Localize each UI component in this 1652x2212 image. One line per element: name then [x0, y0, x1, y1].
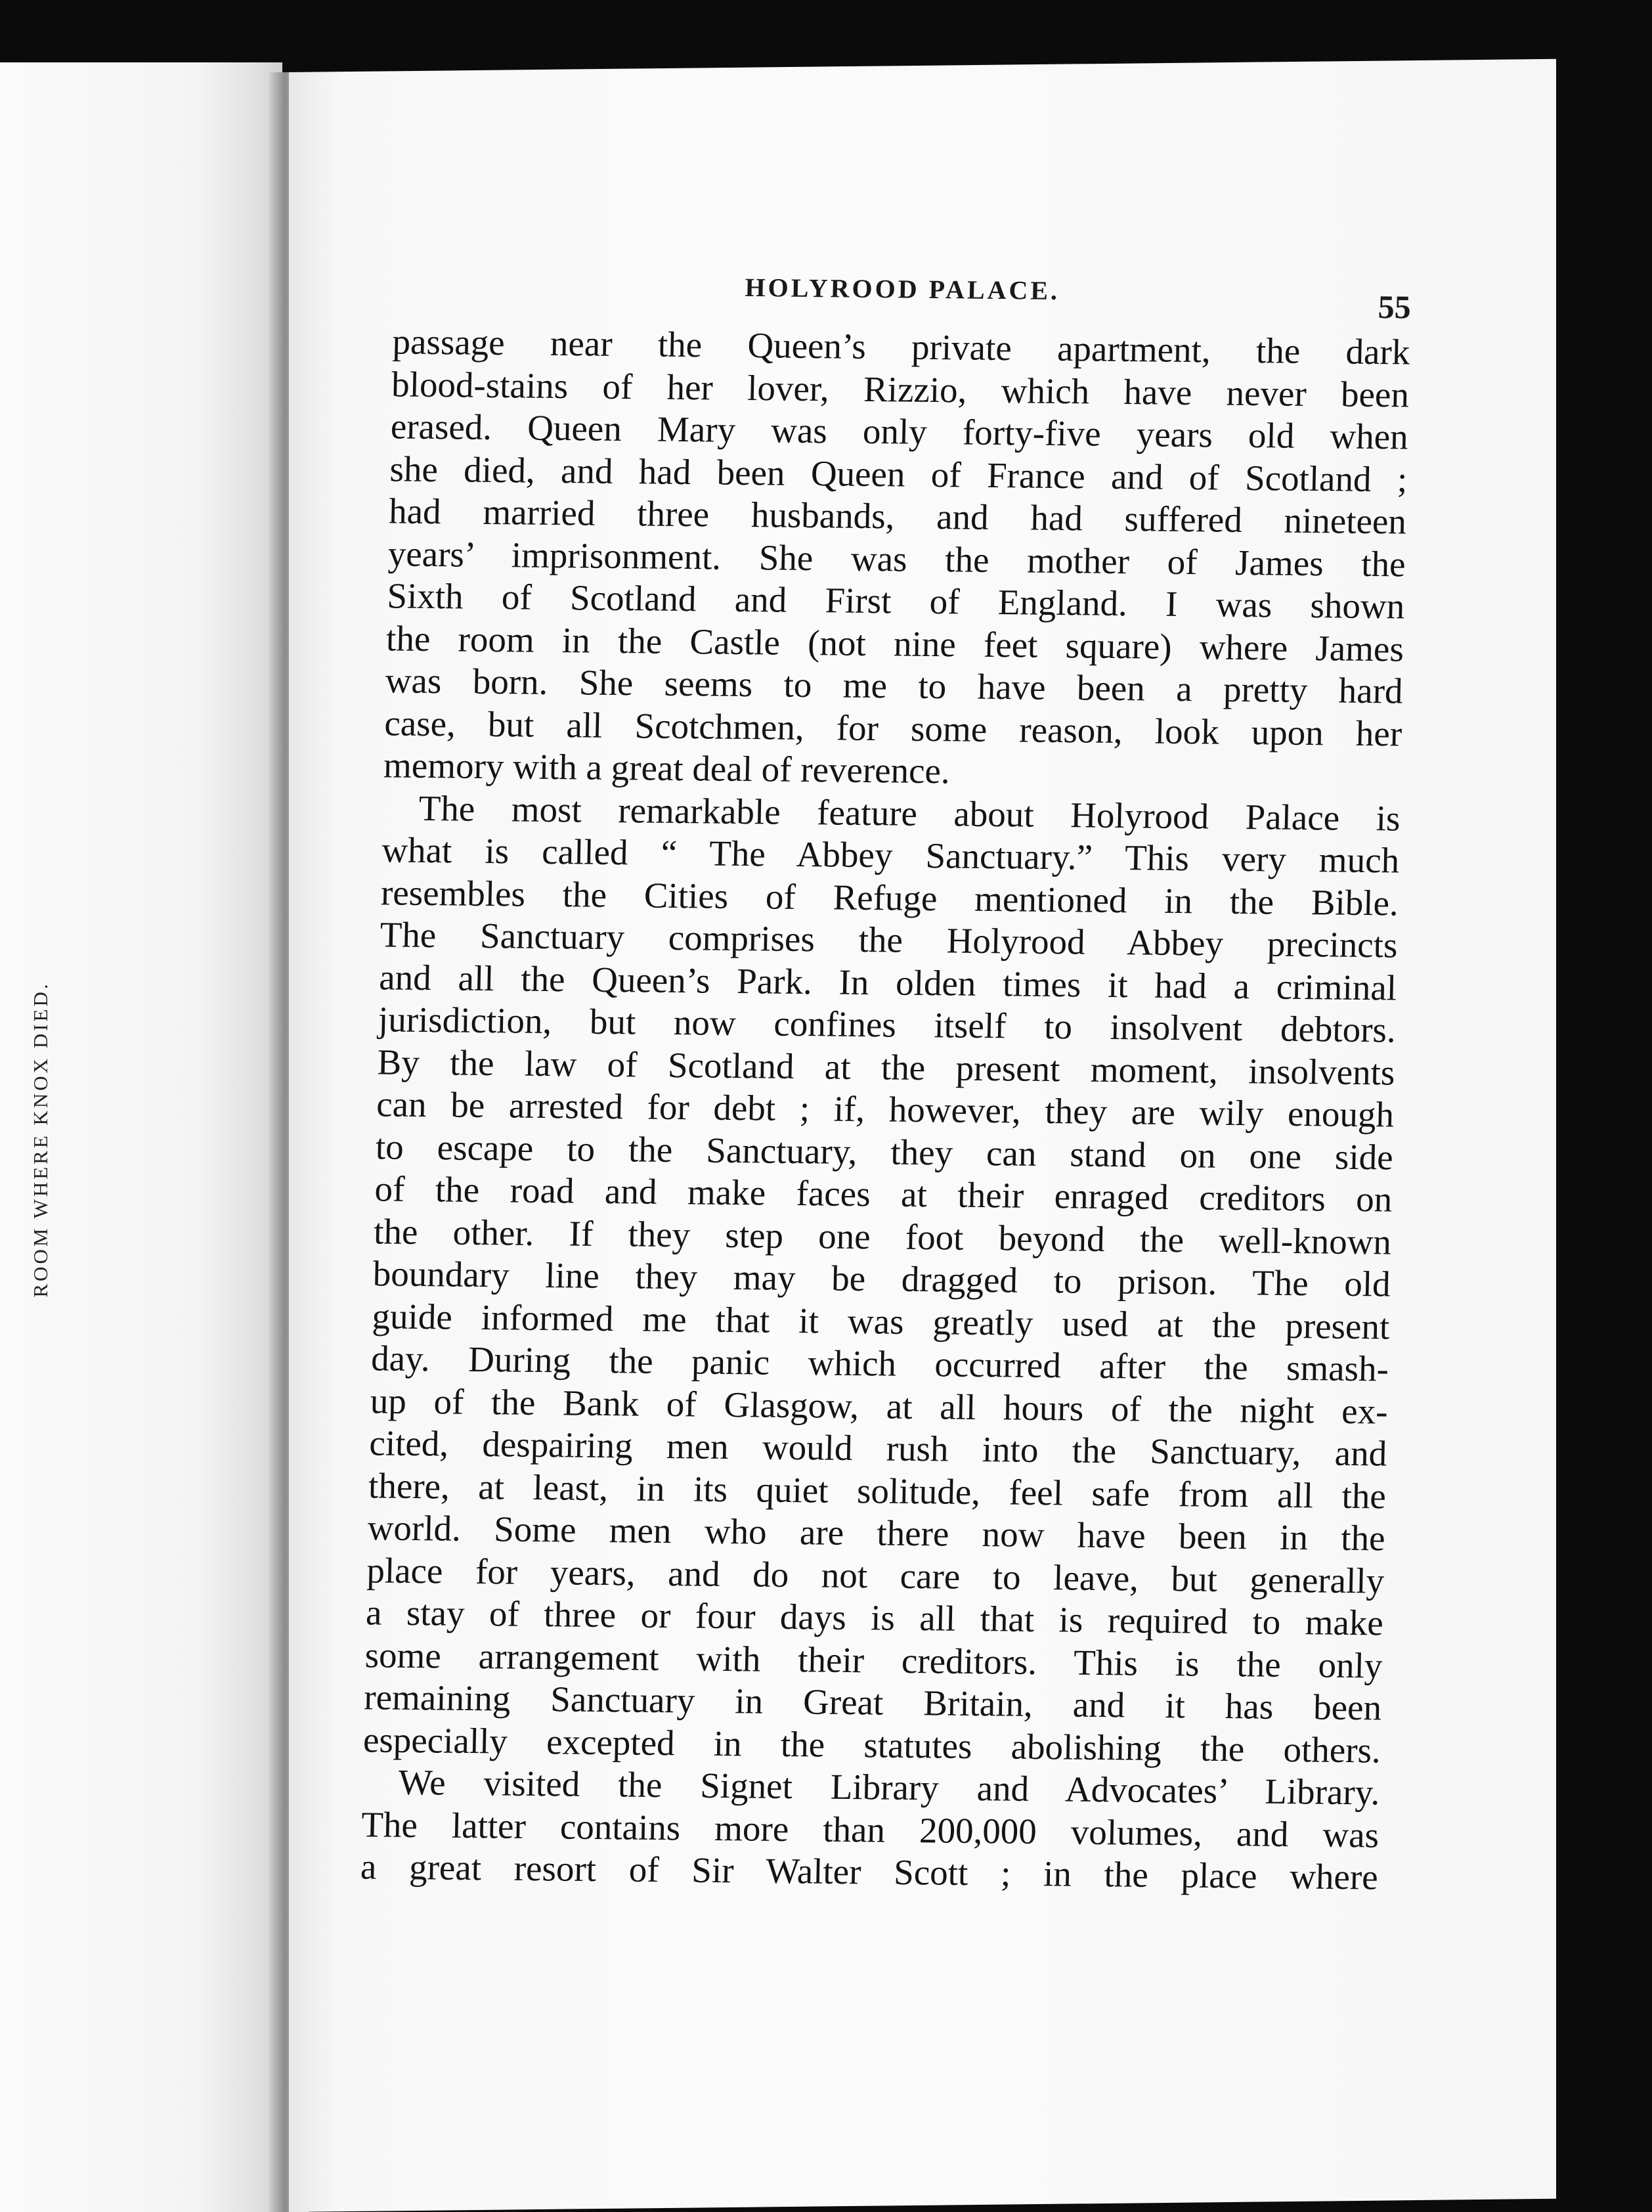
text-line: can be arrested for debt ; if, however, they are wily enough [376, 1084, 1395, 1135]
text-line: the room in the Castle (not nine feet square) where James [385, 617, 1404, 669]
text-line: The Sanctuary comprises the Holyrood Abbey precincts [380, 914, 1399, 965]
text-line: cited, despairing men would rush into the Sanctuary, and [368, 1423, 1387, 1474]
paragraph-1 [383, 321, 1410, 797]
text-line: especially excepted in the statutes abolishing the others. [362, 1719, 1381, 1771]
text-line: some arrangement with their creditors. This is the only [364, 1634, 1383, 1686]
text-line: and all the Queen’s Park. In olden times it had a criminal [378, 956, 1397, 1008]
text-line: jurisdiction, but now confines itself to insolvent debtors. [378, 999, 1397, 1050]
text-line: what is called “ The Abbey Sanctuary.” This very much [381, 830, 1400, 881]
text-line: erased. Queen Mary was only forty-five years old when [390, 406, 1409, 457]
scan-background-right [1556, 0, 1652, 2212]
text-line: The latter contains more than 200,000 volumes, and was [360, 1803, 1380, 1855]
text-line: the other. If they step one foot beyond the well-known [373, 1210, 1392, 1262]
text-line: The most remarkable feature about Holyrood Palace is [418, 787, 1401, 839]
text-line: had married three husbands, and had suffered nineteen [388, 491, 1407, 542]
running-title: HOLYROOD PALACE. [745, 272, 1060, 305]
text-line: case, but all Scotchmen, for some reason, look upon her [383, 702, 1402, 754]
plate-caption: ROOM WHERE KNOX DIED. [29, 981, 52, 1298]
text-line: a great resort of Sir Walter Scott ; in the place where [360, 1846, 1379, 1897]
text-line: a stay of three or four days is all that is required to make [365, 1592, 1384, 1643]
text-line: boundary line they may be dragged to prison. The old [372, 1253, 1391, 1304]
page-content [360, 268, 1411, 1899]
scan-background-top [0, 0, 1652, 62]
text-line: she died, and had been Queen of France and of Scotland ; [389, 448, 1408, 500]
paragraph-2 [362, 787, 1401, 1772]
text-line: By the law of Scotland at the present moment, insolvents [377, 1041, 1396, 1093]
text-line: world. Some men who are there now have been in the [367, 1507, 1386, 1559]
text-line: of the road and make faces at their enraged creditors on [374, 1168, 1393, 1220]
text-line: passage near the Queen’s private apartment, the dark [392, 321, 1410, 372]
text-line: remaining Sanctuary in Great Britain, and it has been [363, 1677, 1382, 1728]
page-number: 55 [1378, 288, 1412, 326]
running-head [393, 268, 1411, 331]
text-line: Sixth of Scotland and First of England. I was shown [386, 575, 1405, 627]
text-line: blood-stains of her lover, Rizzio, which have never been [391, 363, 1410, 415]
text-line: place for years, and do not care to leave, but generally [366, 1549, 1385, 1601]
text-line: memory with a great deal of reverence. [383, 745, 951, 791]
text-line: day. During the panic which occurred after the smash- [370, 1338, 1389, 1389]
text-line: guide informed me that it was greatly used at the present [371, 1295, 1390, 1347]
text-line: up of the Bank of Glasgow, at all hours of the night ex- [370, 1380, 1389, 1432]
text-line: years’ imprisonment. She was the mother of James the [387, 533, 1406, 585]
text-line: resembles the Cities of Refuge mentioned in the Bible. [380, 872, 1399, 923]
left-page [0, 62, 282, 2212]
text-line: there, at least, in its quiet solitude, feel safe from all the [368, 1465, 1387, 1516]
right-page [289, 59, 1556, 2212]
paragraph-3 [360, 1761, 1380, 1899]
text-line: We visited the Signet Library and Advocates’ Library. [398, 1761, 1381, 1813]
text-line: was born. She seems to me to have been a pretty hard [385, 660, 1404, 711]
text-line: to escape to the Sanctuary, they can stand on one side [375, 1126, 1394, 1178]
